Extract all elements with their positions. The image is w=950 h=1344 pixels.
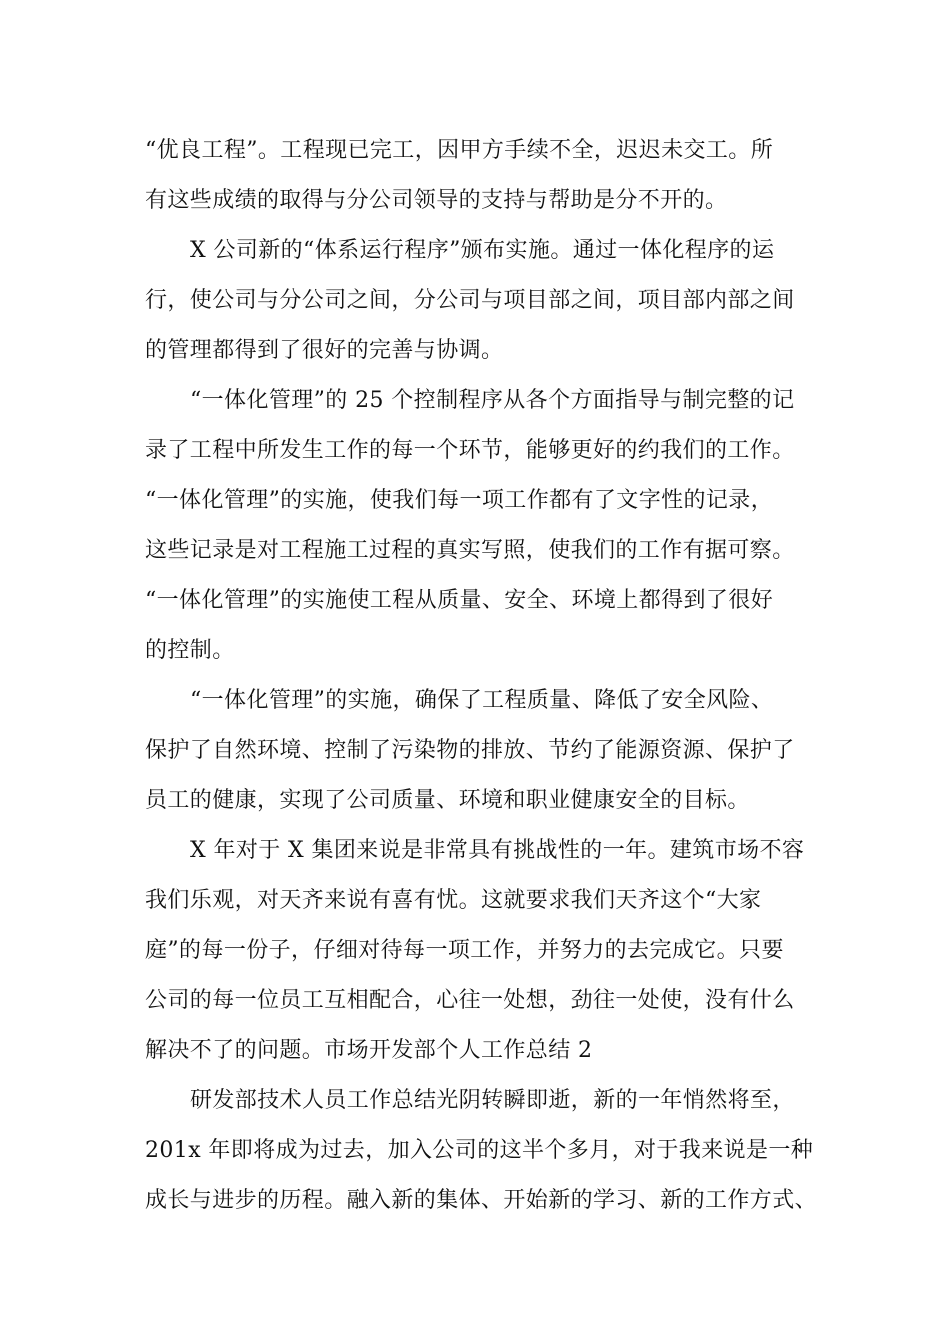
paragraph-first-line: “一体化管理”的实施，确保了工程质量、降低了安全风险、 (190, 688, 774, 713)
paragraph-first-line: “一体化管理”的 25 个控制程序从各个方面指导与制完整的记 (190, 388, 795, 413)
text-line: 解决不了的问题。市场开发部个人工作总结 2 (145, 1038, 593, 1063)
text-line: 有这些成绩的取得与分公司领导的支持与帮助是分不开的。 (145, 188, 728, 213)
text-line: 201x 年即将成为过去，加入公司的这半个多月，对于我来说是一种 (145, 1138, 814, 1163)
text-line: 庭”的每一份子，仔细对待每一项工作，并努力的去完成它。只要 (145, 938, 784, 963)
paragraph-first-line: X 公司新的“体系运行程序”颁布实施。通过一体化程序的运 (190, 238, 775, 263)
text-line: 录了工程中所发生工作的每一个环节，能够更好的约我们的工作。 (145, 438, 795, 463)
text-line: “一体化管理”的实施使工程从质量、安全、环境上都得到了很好 (145, 588, 774, 613)
text-line: “优良工程”。工程现已完工，因甲方手续不全，迟迟未交工。所 (145, 138, 774, 163)
text-line: 这些记录是对工程施工过程的真实写照，使我们的工作有据可察。 (145, 538, 795, 563)
text-line: 的管理都得到了很好的完善与协调。 (145, 338, 504, 363)
text-line: “一体化管理”的实施，使我们每一项工作都有了文字性的记录， (145, 488, 774, 513)
paragraph-first-line: X 年对于 X 集团来说是非常具有挑战性的一年。建筑市场不容 (190, 838, 805, 863)
paragraph-first-line: 研发部技术人员工作总结光阴转瞬即逝，新的一年悄然将至， (190, 1088, 795, 1113)
text-line: 员工的健康，实现了公司质量、环境和职业健康安全的目标。 (145, 788, 750, 813)
text-line: 保护了自然环境、控制了污染物的排放、节约了能源资源、保护了 (145, 738, 795, 763)
text-line: 的控制。 (145, 638, 235, 663)
text-line: 公司的每一位员工互相配合，心往一处想，劲往一处使，没有什么 (145, 988, 795, 1013)
text-line: 成长与进步的历程。融入新的集体、开始新的学习、新的工作方式、 (145, 1188, 818, 1213)
text-line: 行，使公司与分公司之间，分公司与项目部之间，项目部内部之间 (145, 288, 795, 313)
text-line: 我们乐观，对天齐来说有喜有忧。这就要求我们天齐这个“大家 (145, 888, 762, 913)
